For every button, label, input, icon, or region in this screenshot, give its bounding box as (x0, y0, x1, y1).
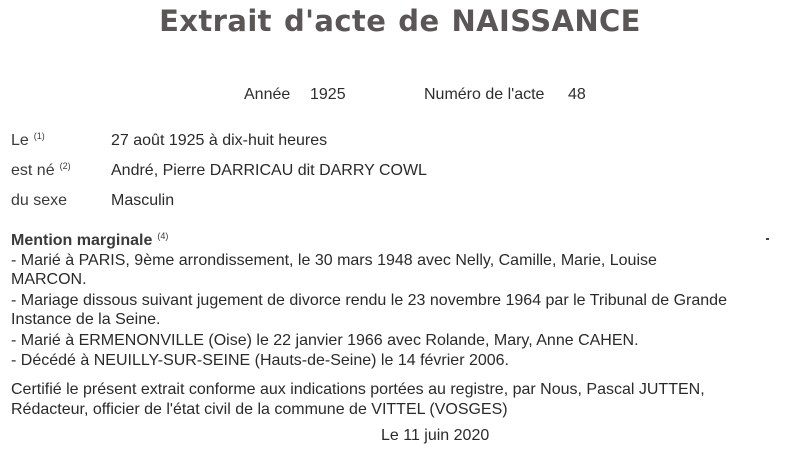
mention-note: (4) (157, 231, 169, 241)
mention-heading-text: Mention marginale (11, 232, 153, 249)
document-title (0, 4, 800, 38)
field-name-value: André, Pierre DARRICAU dit DARRY COWL (111, 162, 427, 179)
field-date-label (11, 132, 45, 150)
scan-speck (766, 238, 769, 240)
mention-line: - Marié à PARIS, 9ème arrondissement, le 30 mars 1948 avec Nelly, Camille, Marie, Louise (11, 252, 657, 269)
mention-line: - Décédé à NEUILLY-SUR-SEINE (Hauts-de-Seine) le 14 février 2006. (11, 352, 509, 369)
field-name-label (11, 162, 71, 180)
mention-line: - Marié à ERMENONVILLE (Oise) le 22 janvier 1966 avec Rolande, Mary, Anne CAHEN. (11, 332, 639, 349)
field-sex-label: du sexe (11, 192, 68, 209)
title-word-2: d'acte (283, 4, 387, 38)
annee-value: 1925 (310, 86, 346, 103)
field-name-note: (2) (59, 161, 71, 171)
title-word-1: Extrait (159, 4, 272, 38)
mention-line: MARCON. (11, 271, 87, 288)
certification-line: Rédacteur, officier de l'état civil de la commune de VITTEL (VOSGES) (11, 401, 508, 418)
numero-label: Numéro de l'acte (424, 86, 545, 103)
field-date-note: (1) (33, 131, 45, 141)
mention-heading (11, 232, 168, 250)
annee-label: Année (244, 86, 291, 103)
certification-line: Certifié le présent extrait conforme aux indications portées au registre, par Nous, Pascal JUTTEN, (11, 381, 705, 398)
mention-line: Instance de la Seine. (11, 311, 161, 328)
title-word-4: NAISSANCE (451, 4, 641, 38)
title-word-3: de (398, 4, 440, 38)
signature-date: Le 11 juin 2020 (381, 427, 490, 444)
mention-line: - Mariage dissous suivant jugement de divorce rendu le 23 novembre 1964 par le Tribunal de Grande (11, 292, 727, 309)
numero-value: 48 (568, 86, 586, 103)
field-sex-value: Masculin (111, 192, 175, 209)
field-date-value: 27 août 1925 à dix-huit heures (111, 132, 328, 149)
field-date-label-text: Le (11, 132, 29, 149)
field-name-label-text: est né (11, 162, 55, 179)
